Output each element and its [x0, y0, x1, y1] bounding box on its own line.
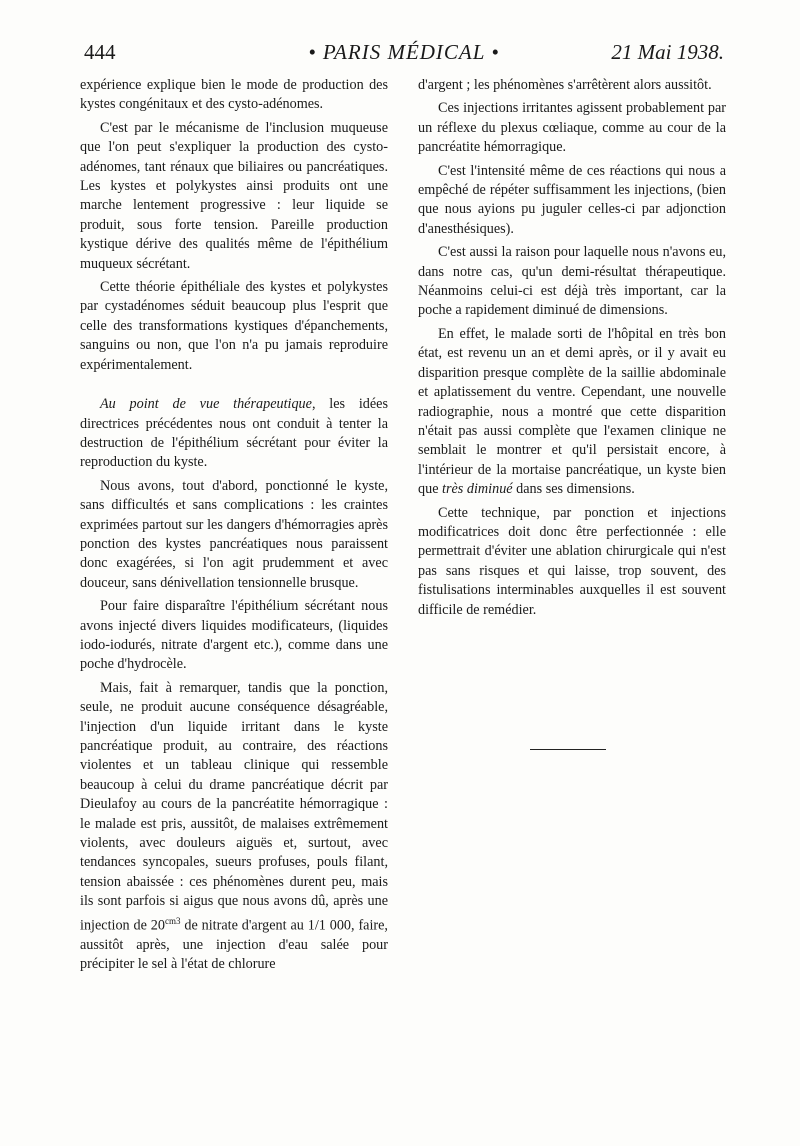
paragraph-text: dans ses dimensions. — [512, 481, 635, 498]
left-column — [80, 76, 388, 979]
paragraph: Cette théorie épithéliale des kystes et polykystes par cystadénomes séduit beaucoup plus l'esprit que celle des transformations kystiques d'épanchements, sanguins ou non, que l'on n'a pu jamais reproduire expérimentalement. — [80, 279, 388, 373]
paragraph: Nous avons, tout d'abord, ponctionné le kyste, sans difficultés et sans complications : les craintes exprimées partout sur les dangers d'hémorragies après ponction des kystes pancréatiques nous paraissent donc exagérées, si l'on agit prudemment et avec douceur, sans dénivellation tensionnelle brusque. — [80, 477, 388, 591]
unit-superscript: cm3 — [164, 915, 181, 926]
paragraph: Cette technique, par ponction et injections modificatrices doit donc être perfectionnée : elle permettrait d'éviter une ablation chirurgicale qui n'est pas sans risques et qui laisse, trop souvent, des fistulisations interminables auxquelles il est souvent difficile de remédier. — [418, 504, 726, 618]
paragraph: C'est par le mécanisme de l'inclusion muqueuse que l'on peut s'expliquer la production des cysto-adénomes, tant rénaux que biliaires ou pancréatiques. Les kystes et polykystes ainsi produits ont une marche lentement progressive : leur liquide se produit, sous forte tension. Pareille production kystique dérive des qualités même de l'épithélium muqueux sécrétant. — [80, 119, 388, 272]
paragraph: d'argent ; les phénomènes s'arrêtèrent alors aussitôt. — [418, 77, 712, 93]
paragraph-text: Mais, fait à remarquer, tandis que la ponction, seule, ne produit aucune conséquence désagréable, l'injection d'un liquide irritant dans le kyste pancréatique produit, au contraire, des réactions violentes et un tableau clinique qui ressemble beaucoup à celui du drame pancréatique décrit par Dieulafoy au cours de la pancréatite hémorragique : le malade est pris, aussitôt, de malaises extrêmement violents, avec douleurs aiguës et, surtout, avec tendances syncopales, sueurs profuses, pouls filant, tension abaissée : ces phénomènes durent peu, mais ils sont parfois si aigus que nous avons dû, après une injection de 20 — [80, 679, 388, 934]
paragraph: C'est l'intensité même de ces réactions qui nous a empêché de répéter suffisamment les injections, (bien que nous ayions pu juguler celles-ci par adjonction d'anesthésiques). — [418, 162, 726, 237]
running-header — [84, 40, 724, 68]
paragraph: expérience explique bien le mode de production des kystes congénitaux et des cysto-adénomes. — [80, 77, 388, 113]
paragraph — [418, 325, 726, 500]
paragraph: Pour faire disparaître l'épithélium sécrétant nous avons injecté divers liquides modificateurs, (liquides iodo-iodurés, nitrate d'argent etc.), comme dans une poche d'hydrocèle. — [80, 598, 388, 673]
paragraph: Ces injections irritantes agissent probablement par un réflexe du plexus cœliaque, comme au cour de la pancréatite hémorragique. — [418, 100, 726, 156]
paragraph-text: de nitrate d'argent au 1/1 000, faire, aussitôt après, une injection d'eau salée pour précipiter le sel à l'état de chlorure — [80, 917, 388, 973]
paragraph — [80, 679, 388, 975]
journal-title: • PARIS MÉDICAL • — [308, 40, 500, 64]
italic-phrase: très diminué — [442, 481, 513, 498]
paragraph: C'est aussi la raison pour laquelle nous n'avons eu, dans notre cas, qu'un demi-résultat thérapeutique. Néanmoins celui-ci est déjà très important, car la poche a rapidement diminué de dimensions. — [418, 244, 726, 319]
end-rule — [530, 749, 606, 750]
page-number: 444 — [84, 40, 116, 64]
paragraph-text: , les idées directrices précédentes nous ont conduit à tenter la destruction de l'épithélium sécrétant pour éviter la reproduction du kyste. — [80, 396, 388, 471]
paragraph — [80, 395, 388, 473]
right-column — [418, 76, 726, 624]
paragraph-text: En effet, le malade sorti de l'hôpital en très bon état, est revenu un an et demi après, or il y avait eu disparition presque complète de la saillie abdominale et aplatissement du ventre. Cependant, une nouvelle radiographie, nous a montré que cette disparition n'était pas aussi complète que l'examen clinique ne semblait le montrer et qu'il persistait encore, à l'intérieur de la mortaise pancréatique, un kyste bien que — [418, 325, 726, 498]
issue-date: 21 Mai 1938. — [611, 40, 724, 64]
italic-phrase: Au point de vue thérapeutique — [100, 396, 312, 413]
